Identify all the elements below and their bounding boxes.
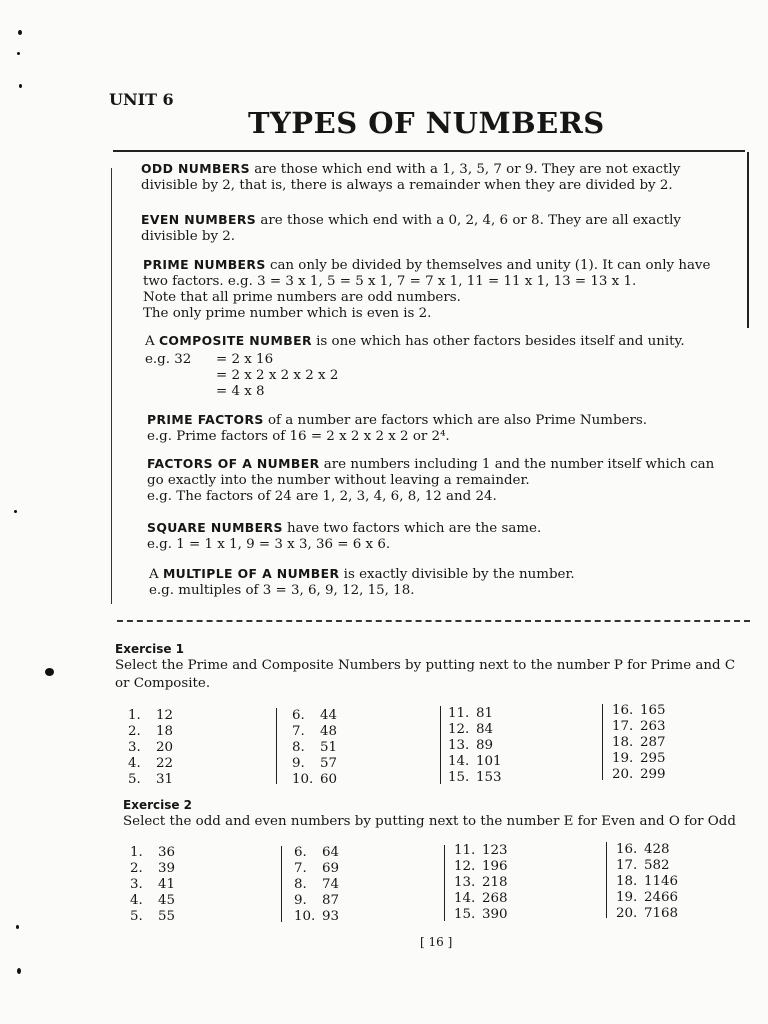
exercise-1-instruction-line-1: Select the Prime and Composite Numbers by putting next to the number P for Prime and C [115,658,736,673]
list-item: 12. 196 [454,859,508,874]
factors-term: FACTORS OF A NUMBER [147,456,320,471]
column-divider [444,845,445,921]
multiple-definition: A MULTIPLE OF A NUMBER is exactly divisible by the number. e.g. multiples of 3 = 3, 6, 9, 12, 15, 18. [149,566,575,598]
exercise-1-column-2 [292,708,337,788]
list-item: 3. 20 [128,740,174,755]
list-item: 4. 22 [128,756,174,771]
list-item: 7. 69 [294,861,340,876]
list-item: 10. 93 [294,909,340,924]
column-divider [281,846,282,922]
exercise-2-column-2 [294,845,339,925]
factors-definition: FACTORS OF A NUMBER are numbers including 1 and the number itself which can go exactly into the number without leaving a remainder. e.g. The factors of 24 are 1, 2, 3, 4, 6, 8, 12 and 24. [147,456,715,504]
scan-speck [17,968,21,974]
list-item: 9. 87 [294,893,340,908]
box-top-border [113,150,745,152]
list-item: 14. 268 [454,891,508,906]
list-item: 11. 123 [454,843,508,858]
square-numbers-term: SQUARE NUMBERS [147,520,283,535]
list-item: 13. 89 [448,738,494,753]
composite-number-term: COMPOSITE NUMBER [158,333,312,348]
scan-speck [14,510,17,513]
list-item: 15. 153 [448,770,502,785]
list-item: 15. 390 [454,907,508,922]
prime-numbers-definition: PRIME NUMBERS can only be divided by themselves and unity (1). It can only have two factors. e.g. 3 = 3 x 1, 5 = 5 x 1, 7 = 7 x 1, 11 = 11 x 1, 13 = 13 x 1. Note that all prime numbers are odd numbers. The only prime number which is even is 2. [143,257,711,321]
exercise-1-column-4 [612,703,666,783]
list-item: 14. 101 [448,754,502,769]
box-right-border [747,152,749,328]
list-item: 13. 218 [454,875,508,890]
composite-example-label: e.g. 32 [145,352,192,367]
scan-speck [45,668,54,676]
page-title: TYPES OF NUMBERS [248,106,605,140]
exercise-2-column-4 [616,842,678,922]
list-item: 1. 36 [130,845,176,860]
list-item: 2. 18 [128,724,174,739]
exercise-2-title: Exercise 2 [123,798,193,812]
list-item: 3. 41 [130,877,176,892]
list-item: 12. 84 [448,722,494,737]
prime-factors-term: PRIME FACTORS [147,412,264,427]
list-item: 18. 287 [612,735,666,750]
prime-factors-definition: PRIME FACTORS of a number are factors which are also Prime Numbers. e.g. Prime factors of 16 = 2 x 2 x 2 x 2 or 2⁴. [147,412,647,444]
list-item: 20. 299 [612,767,666,782]
column-divider [602,704,603,780]
list-item: 9. 57 [292,756,338,771]
column-divider [606,842,607,918]
list-item: 4. 45 [130,893,176,908]
box-bottom-border [117,620,750,622]
odd-numbers-term: ODD NUMBERS [141,161,250,176]
list-item: 5. 55 [130,909,176,924]
exercise-1-column-3 [448,706,502,786]
scan-speck [16,925,19,929]
composite-number-definition: A COMPOSITE NUMBER is one which has other factors besides itself and unity. [145,333,685,349]
scan-speck [19,84,22,88]
exercise-1-instruction-line-2: or Composite. [115,676,211,691]
list-item: 20. 7168 [616,906,679,921]
list-item: 16. 165 [612,703,666,718]
exercise-2-instruction: Select the odd and even numbers by putting next to the number E for Even and O for Odd [123,814,736,829]
square-numbers-definition: SQUARE NUMBERS have two factors which are the same. e.g. 1 = 1 x 1, 9 = 3 x 3, 36 = 6 x 6. [147,520,542,552]
page-number: [ 16 ] [420,935,453,949]
prime-numbers-term: PRIME NUMBERS [143,257,266,272]
composite-equation-2: = 2 x 2 x 2 x 2 x 2 [216,368,339,383]
exercise-2-column-1 [130,845,175,925]
list-item: 10. 60 [292,772,338,787]
scan-speck [18,30,22,35]
exercise-1-column-1 [128,708,173,788]
list-item: 17. 263 [612,719,666,734]
list-item: 11. 81 [448,706,494,721]
unit-label: UNIT 6 [109,90,174,109]
list-item: 1. 12 [128,708,174,723]
even-numbers-term: EVEN NUMBERS [141,212,257,227]
list-item: 16. 428 [616,842,670,857]
list-item: 8. 74 [294,877,340,892]
column-divider [276,708,277,784]
column-divider [440,706,441,784]
composite-equation-1: = 2 x 16 [216,352,274,367]
scan-speck [17,52,20,55]
list-item: 8. 51 [292,740,338,755]
list-item: 6. 64 [294,845,340,860]
list-item: 19. 2466 [616,890,679,905]
even-numbers-definition: EVEN NUMBERS are those which end with a 0, 2, 4, 6 or 8. They are all exactly divisible by 2. [141,212,681,244]
list-item: 19. 295 [612,751,666,766]
list-item: 2. 39 [130,861,176,876]
exercise-1-title: Exercise 1 [115,642,185,656]
list-item: 18. 1146 [616,874,679,889]
list-item: 7. 48 [292,724,338,739]
list-item: 17. 582 [616,858,670,873]
list-item: 6. 44 [292,708,338,723]
exercise-2-column-3 [454,843,508,923]
box-left-border [111,168,112,604]
odd-numbers-definition: ODD NUMBERS are those which end with a 1, 3, 5, 7 or 9. They are not exactly divisible by 2, that is, there is always a remainder when they are divided by 2. [141,161,681,193]
list-item: 5. 31 [128,772,174,787]
composite-equation-3: = 4 x 8 [216,384,265,399]
multiple-term: MULTIPLE OF A NUMBER [162,566,340,581]
